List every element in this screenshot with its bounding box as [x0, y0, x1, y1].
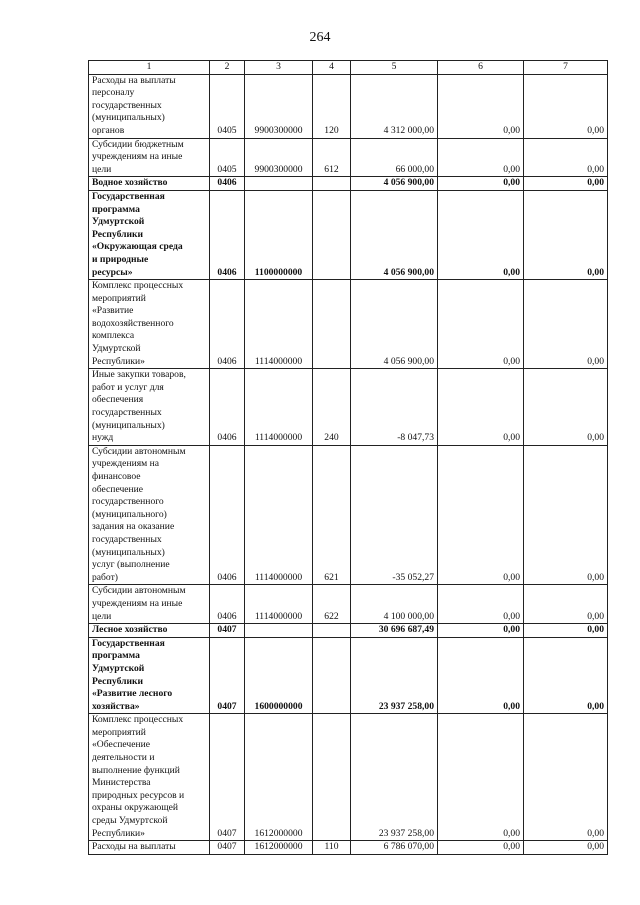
row-column-7: 0,00 — [524, 280, 608, 369]
row-name: Комплекс процессных мероприятий «Обеспечение деятельности и выполнение функций Министерства природных ресурсов и охраны окружающей среды Удмуртской Республики» — [89, 714, 210, 841]
row-name: Субсидии автономным учреждениям на финансовое обеспечение государственного (муниципального) задания на оказание государственных (муниципальных) услуг (выполнение работ) — [89, 445, 210, 585]
row-name: Комплекс процессных мероприятий «Развитие водохозяйственного комплекса Удмуртской Республики» — [89, 280, 210, 369]
column-header-1: 1 — [89, 61, 210, 75]
row-expense-type: 110 — [313, 841, 351, 855]
row-name: Водное хозяйство — [89, 177, 210, 191]
row-section-code: 0407 — [210, 637, 245, 714]
row-amount: 23 937 258,00 — [351, 637, 438, 714]
row-expense-type — [313, 624, 351, 638]
row-amount: -8 047,73 — [351, 369, 438, 446]
table-row — [89, 190, 608, 279]
row-target-article: 1114000000 — [245, 369, 313, 446]
table-row — [89, 445, 608, 585]
row-column-6: 0,00 — [438, 445, 524, 585]
row-section-code: 0406 — [210, 280, 245, 369]
row-expense-type — [313, 637, 351, 714]
row-column-6: 0,00 — [438, 624, 524, 638]
row-section-code: 0405 — [210, 138, 245, 177]
row-amount: 23 937 258,00 — [351, 714, 438, 841]
row-column-7: 0,00 — [524, 637, 608, 714]
row-column-6: 0,00 — [438, 369, 524, 446]
row-section-code: 0406 — [210, 369, 245, 446]
row-amount: 4 056 900,00 — [351, 190, 438, 279]
row-section-code: 0407 — [210, 624, 245, 638]
table-row — [89, 138, 608, 177]
row-column-6: 0,00 — [438, 74, 524, 138]
row-column-6: 0,00 — [438, 280, 524, 369]
column-header-3: 3 — [245, 61, 313, 75]
row-amount: 30 696 687,49 — [351, 624, 438, 638]
row-column-7: 0,00 — [524, 624, 608, 638]
row-column-7: 0,00 — [524, 841, 608, 855]
row-name: Иные закупки товаров, работ и услуг для обеспечения государственных (муниципальных) нужд — [89, 369, 210, 446]
row-amount: 4 056 900,00 — [351, 177, 438, 191]
row-section-code: 0406 — [210, 445, 245, 585]
row-target-article: 9900300000 — [245, 138, 313, 177]
table-row — [89, 637, 608, 714]
row-expense-type: 622 — [313, 585, 351, 624]
column-header-4: 4 — [313, 61, 351, 75]
table-row — [89, 280, 608, 369]
table-row — [89, 841, 608, 855]
row-column-7: 0,00 — [524, 138, 608, 177]
row-column-6: 0,00 — [438, 585, 524, 624]
row-column-6: 0,00 — [438, 138, 524, 177]
row-target-article: 1612000000 — [245, 714, 313, 841]
row-name: Государственная программа Удмуртской Республики «Окружающая среда и природные ресурсы» — [89, 190, 210, 279]
row-section-code: 0406 — [210, 190, 245, 279]
row-column-7: 0,00 — [524, 445, 608, 585]
row-name: Расходы на выплаты — [89, 841, 210, 855]
row-column-7: 0,00 — [524, 177, 608, 191]
column-header-6: 6 — [438, 61, 524, 75]
row-name: Субсидии бюджетным учреждениям на иные цели — [89, 138, 210, 177]
row-name: Государственная программа Удмуртской Республики «Развитие лесного хозяйства» — [89, 637, 210, 714]
row-column-7: 0,00 — [524, 190, 608, 279]
table-body — [89, 74, 608, 854]
row-column-7: 0,00 — [524, 74, 608, 138]
budget-table — [88, 60, 608, 855]
table-row — [89, 74, 608, 138]
row-target-article — [245, 624, 313, 638]
column-header-5: 5 — [351, 61, 438, 75]
row-target-article: 1114000000 — [245, 585, 313, 624]
row-section-code: 0407 — [210, 714, 245, 841]
row-target-article — [245, 177, 313, 191]
row-section-code: 0405 — [210, 74, 245, 138]
row-column-6: 0,00 — [438, 190, 524, 279]
row-column-7: 0,00 — [524, 585, 608, 624]
row-section-code: 0406 — [210, 585, 245, 624]
row-expense-type: 240 — [313, 369, 351, 446]
column-header-2: 2 — [210, 61, 245, 75]
row-expense-type: 120 — [313, 74, 351, 138]
row-expense-type — [313, 280, 351, 369]
row-expense-type — [313, 177, 351, 191]
table-row — [89, 624, 608, 638]
table-row — [89, 585, 608, 624]
row-amount: 6 786 070,00 — [351, 841, 438, 855]
row-expense-type — [313, 714, 351, 841]
table-header-row — [89, 61, 608, 75]
table-row — [89, 369, 608, 446]
row-section-code: 0406 — [210, 177, 245, 191]
row-expense-type — [313, 190, 351, 279]
row-column-6: 0,00 — [438, 637, 524, 714]
row-name: Расходы на выплаты персоналу государственных (муниципальных) органов — [89, 74, 210, 138]
column-header-7: 7 — [524, 61, 608, 75]
row-column-6: 0,00 — [438, 177, 524, 191]
row-column-7: 0,00 — [524, 369, 608, 446]
table-row — [89, 177, 608, 191]
row-name: Лесное хозяйство — [89, 624, 210, 638]
row-column-6: 0,00 — [438, 841, 524, 855]
table-row — [89, 714, 608, 841]
row-expense-type: 612 — [313, 138, 351, 177]
row-amount: -35 052,27 — [351, 445, 438, 585]
row-target-article: 1100000000 — [245, 190, 313, 279]
row-target-article: 1600000000 — [245, 637, 313, 714]
row-amount: 66 000,00 — [351, 138, 438, 177]
row-target-article: 9900300000 — [245, 74, 313, 138]
row-target-article: 1114000000 — [245, 445, 313, 585]
row-target-article: 1612000000 — [245, 841, 313, 855]
row-amount: 4 312 000,00 — [351, 74, 438, 138]
page-number: 264 — [309, 30, 331, 45]
row-column-6: 0,00 — [438, 714, 524, 841]
row-amount: 4 056 900,00 — [351, 280, 438, 369]
row-target-article: 1114000000 — [245, 280, 313, 369]
row-section-code: 0407 — [210, 841, 245, 855]
row-expense-type: 621 — [313, 445, 351, 585]
row-name: Субсидии автономным учреждениям на иные цели — [89, 585, 210, 624]
row-column-7: 0,00 — [524, 714, 608, 841]
row-amount: 4 100 000,00 — [351, 585, 438, 624]
